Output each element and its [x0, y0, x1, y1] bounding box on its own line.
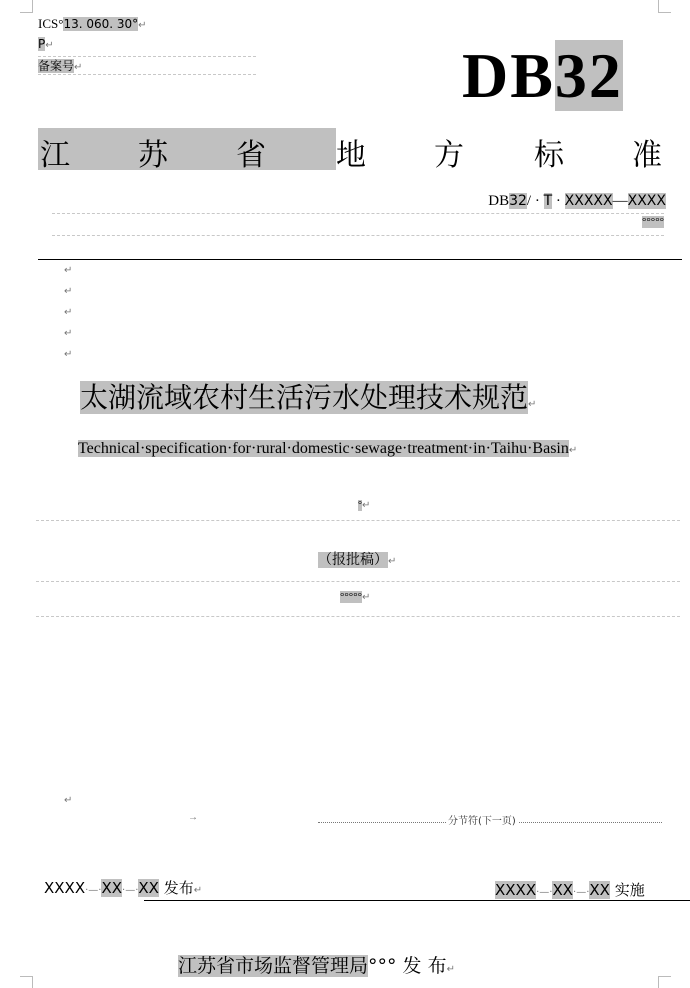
category-line [38, 37, 54, 51]
paragraph-mark: ↵ [64, 795, 73, 806]
issue-date[interactable]: XXXX·—·XX·—·XX 发布↵ [44, 879, 203, 897]
paragraph-mark: ↵ [45, 40, 54, 51]
empty-paragraphs: ↵ ↵ ↵ ↵ ↵ [64, 265, 73, 360]
db32-logo: DB32 [462, 40, 623, 111]
footer-rule [144, 900, 690, 901]
divider [52, 235, 664, 236]
crop-mark [20, 0, 33, 13]
replace-code[interactable]: °°°°° [642, 216, 664, 228]
category-code[interactable]: P [38, 37, 46, 51]
crop-mark [658, 0, 671, 13]
crop-mark [658, 976, 671, 988]
divider [38, 74, 256, 75]
empty-mark: °↵ [358, 500, 371, 511]
issuer[interactable]: 江苏省市场监督管理局°°° 发 布↵ [178, 955, 455, 977]
divider [36, 581, 680, 582]
header-rule [38, 259, 682, 260]
record-number-label[interactable]: 备案号 [38, 59, 75, 73]
ics-line [38, 16, 147, 32]
section-break-label: 分节符(下一页) [446, 812, 518, 827]
paragraph-mark: ↵ [138, 20, 147, 31]
paragraph-mark: ↵ [74, 62, 83, 73]
divider [52, 213, 664, 214]
ics-value[interactable]: 13. 060. 30° [63, 17, 139, 31]
divider [36, 520, 680, 521]
ics-label: ICS° [38, 16, 64, 31]
title-english[interactable]: Technical·specification·for·rural·domestic·sewage·treatment·in·Taihu·Basin↵ [78, 440, 578, 457]
record-line [38, 57, 82, 74]
draft-circles: °°°°°↵ [340, 591, 371, 603]
standard-type-heading: 江 苏 省 地 方 标 准 [38, 128, 664, 170]
implement-date[interactable]: XXXX·—·XX·—·XX 实施 [495, 881, 645, 899]
tab-mark: → [188, 812, 198, 823]
standard-code[interactable]: DB32/ · T · XXXXX—XXXX [488, 193, 666, 209]
title-chinese[interactable]: 太湖流域农村生活污水处理技术规范↵ [80, 381, 537, 414]
crop-mark [20, 976, 33, 988]
draft-label[interactable]: （报批稿）↵ [318, 552, 397, 568]
divider [36, 616, 680, 617]
